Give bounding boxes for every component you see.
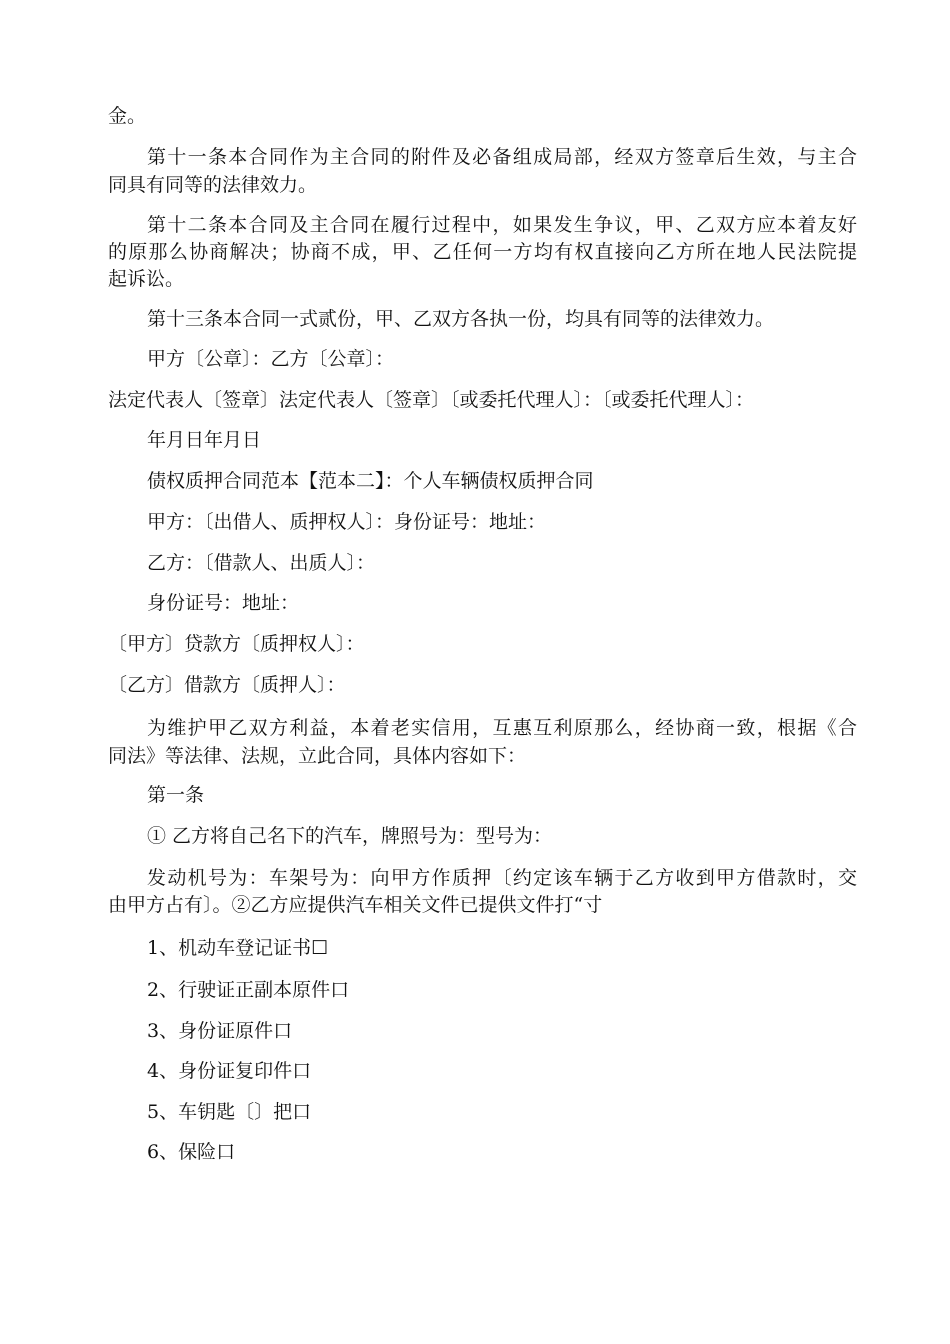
text-line: 甲方〔公章〕：乙方〔公章〕： <box>147 348 395 370</box>
text-line: 身份证号：地址： <box>147 592 300 614</box>
list-item: 6、保险口 <box>147 1141 236 1163</box>
text-line: 甲方：〔出借人、质押权人〕：身份证号：地址： <box>147 511 547 533</box>
text-line: 金。 <box>108 105 147 127</box>
section-title: 债权质押合同范本【范本二】：个人车辆债权质押合同 <box>147 470 594 492</box>
text-line: 由甲方占有〕。②乙方应提供汽车相关文件已提供文件打“寸 <box>108 894 603 916</box>
text-line: 的原那么协商解决；协商不成，甲、乙任何一方均有权直接向乙方所在地人民法院提 <box>108 241 857 263</box>
text-line: 发动机号为：车架号为：向甲方作质押〔约定该车辆于乙方收到甲方借款时，交 <box>147 867 857 889</box>
text-line: 第一条 <box>147 784 205 806</box>
text-line: 第十二条本合同及主合同在履行过程中，如果发生争议，甲、乙双方应本着友好 <box>147 214 857 236</box>
list-item: 2、行驶证正副本原件口 <box>147 979 350 1001</box>
text-line: 〔乙方〕借款方〔质押人〕： <box>108 674 346 696</box>
text-line: 〔甲方〕贷款方〔质押权人〕： <box>108 633 365 655</box>
list-item: 3、身份证原件口 <box>147 1020 293 1042</box>
text-line: 年月日年月日 <box>147 429 262 451</box>
text-line: 起诉讼。 <box>108 268 185 290</box>
text-line: 第十三条本合同一式贰份，甲、乙双方各执一份，均具有同等的法律效力。 <box>147 308 775 330</box>
list-item: 1、机动车登记证书☐ <box>147 937 329 959</box>
text-line: 同具有同等的法律效力。 <box>108 174 318 196</box>
text-line: 为维护甲乙双方利益，本着老实信用，互惠互利原那么，经协商一致，根据《合 <box>147 717 857 739</box>
text-line: ① 乙方将自己名下的汽车，牌照号为：型号为： <box>147 825 553 847</box>
text-line: 第十一条本合同作为主合同的附件及必备组成局部，经双方签章后生效，与主合 <box>147 146 857 168</box>
list-item: 5、车钥匙〔〕把口 <box>147 1101 312 1123</box>
text-line: 法定代表人〔签章〕法定代表人〔签章〕〔或委托代理人〕：〔或委托代理人〕： <box>108 389 755 411</box>
text-line: 同法》等法律、法规，立此合同，具体内容如下： <box>108 745 527 767</box>
list-item: 4、身份证复印件口 <box>147 1060 312 1082</box>
text-line: 乙方：〔借款人、出质人〕： <box>147 552 376 574</box>
